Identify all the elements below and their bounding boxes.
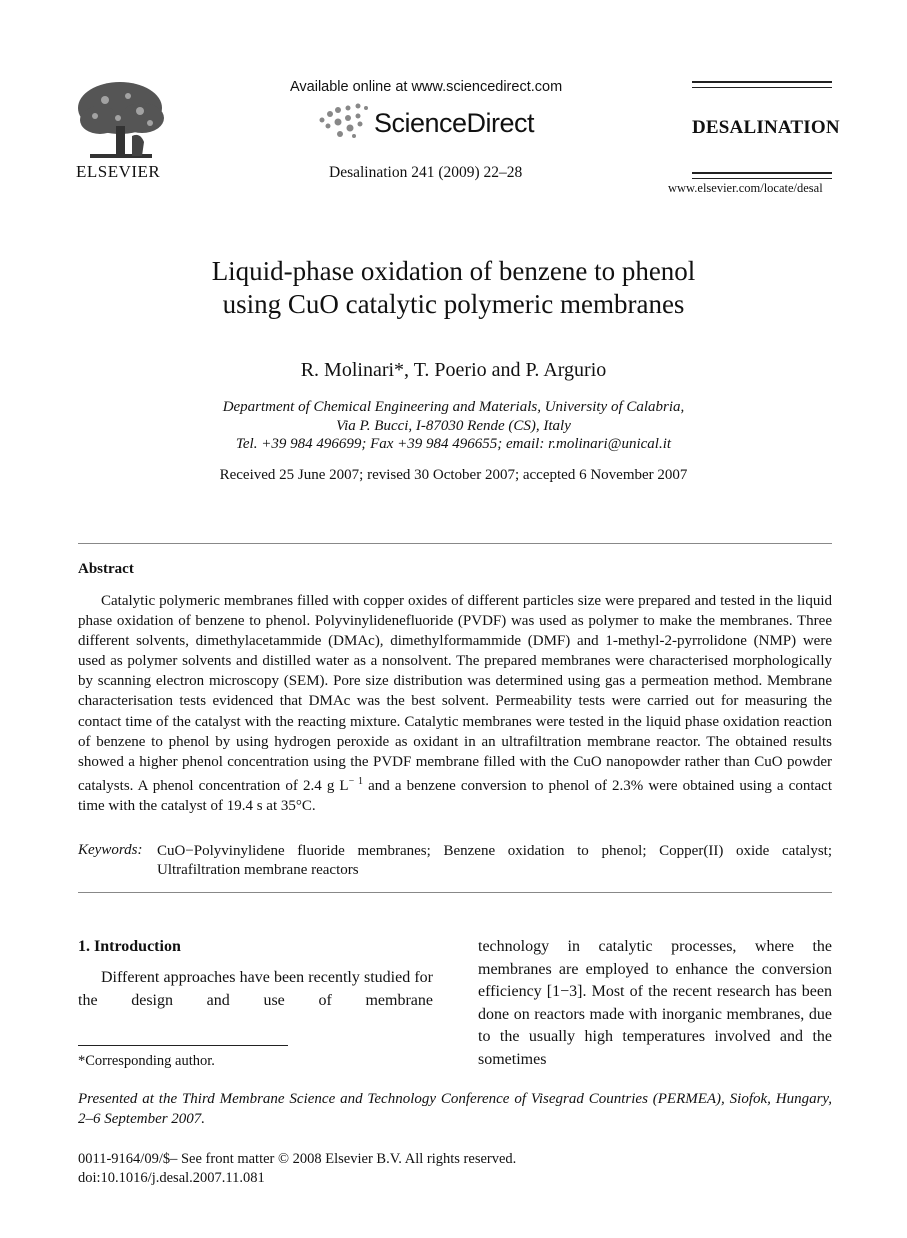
journal-rule-bottom [692, 172, 832, 174]
conference-note: Presented at the Third Membrane Science and Technology Conference of Visegrad Countries (PERMEA), Siofok, Hungary, 2–6 September 2007. [78, 1091, 832, 1127]
corresponding-author-footnote: *Corresponding author. [78, 1053, 215, 1069]
sciencedirect-dots-icon [316, 102, 376, 142]
introduction-heading: 1. Introduction [78, 938, 181, 955]
copyright-block [78, 1150, 516, 1188]
title-line-1: Liquid-phase oxidation of benzene to phenol [211, 256, 696, 286]
article-title [0, 255, 907, 321]
affiliation-line-3: Tel. +39 984 496699; Fax +39 984 496655; email: r.molinari@unical.it [235, 436, 672, 452]
journal-citation: Desalination 241 (2009) 22–28 [329, 164, 523, 181]
journal-url-link[interactable]: www.elsevier.com/locate/desal [668, 181, 823, 195]
abstract-body [78, 591, 832, 816]
journal-rule-top [692, 81, 832, 83]
abstract-rule-top [78, 543, 832, 544]
introduction-right-column: technology in catalytic processes, where the membranes are employed to enhance the conversion efficiency [1−3]. Most of the recent research has been done on reactors made with inorganic membranes, due to the usually high temperatures involved and the sometimes [478, 938, 832, 1068]
doi-line[interactable]: doi:10.1016/j.desal.2007.11.081 [78, 1170, 265, 1186]
journal-name: DESALINATION [692, 117, 840, 138]
journal-rule-top-thin [692, 87, 832, 88]
footnote-rule [78, 1045, 288, 1046]
keywords-text: CuO−Polyvinylidene fluoride membranes; Benzene oxidation to phenol; Copper(II) oxide catalyst; Ultrafiltration membrane reactors [157, 843, 832, 878]
journal-rule-bottom-thin [692, 178, 832, 179]
authors: R. Molinari*, T. Poerio and P. Argurio [300, 359, 607, 381]
abstract-heading: Abstract [78, 561, 134, 577]
abstract-text-end: and a benzene conversion to phenol of 2.3% were obtained using a contact time with the catalyst of 19.4 s at 35°C. [78, 777, 832, 814]
available-online-text[interactable]: Available online at www.sciencedirect.com [290, 79, 563, 95]
affiliation [0, 398, 907, 454]
sciencedirect-logo-text: ScienceDirect [374, 108, 535, 138]
keywords-label: Keywords: [78, 842, 143, 858]
affiliation-line-2: Via P. Bucci, I-87030 Rende (CS), Italy [336, 417, 571, 434]
copyright-line: 0011-9164/09/$– See front matter © 2008 Elsevier B.V. All rights reserved. [78, 1151, 517, 1167]
received-dates: Received 25 June 2007; revised 30 October 2007; accepted 6 November 2007 [219, 467, 688, 483]
affiliation-line-1: Department of Chemical Engineering and Materials, University of Calabria, [222, 399, 685, 415]
abstract-text: Catalytic polymeric membranes filled with copper oxides of different particles size were prepared and tested in the liquid phase oxidation of benzene to phenol. Polyvinylidenefluoride (PVDF) was used as polymer to make the membranes. Three different solvents, dimethylacetammide (DMAc), dimethylformammide (DMF) and 1-methyl-2-pyrrolidone (NMP) were used as polymer solvents and distilled water as a nonsolvent. The prepared membranes were characterised morphologically by scanning electron microscopy (SEM). Pore size distribution was determined using gas a permeation method. Membrane characterisation tests evidenced that DMAc was the best solvent. Permeability tests were carried out for measuring the contact time of the catalyst with the reacting mixture. Catalytic membranes were tested in the liquid phase oxidation reaction of benzene to phenol by using hydrogen peroxide as oxidant in an ultrafiltration membrane reactor. The obtained results showed a higher phenol concentration using the PVDF membrane filled with the CuO nanopowder rather than CuO powder catalysts. A phenol concentration of 2.4 g L [78, 593, 832, 794]
abstract-superscript: − 1 [348, 775, 364, 787]
introduction-left-column: Different approaches have been recently studied for the design and use of membrane [78, 969, 433, 1009]
title-line-2: using CuO catalytic polymeric membranes [222, 289, 685, 319]
publisher-name: ELSEVIER [76, 162, 161, 181]
abstract-rule-bottom [78, 892, 832, 893]
